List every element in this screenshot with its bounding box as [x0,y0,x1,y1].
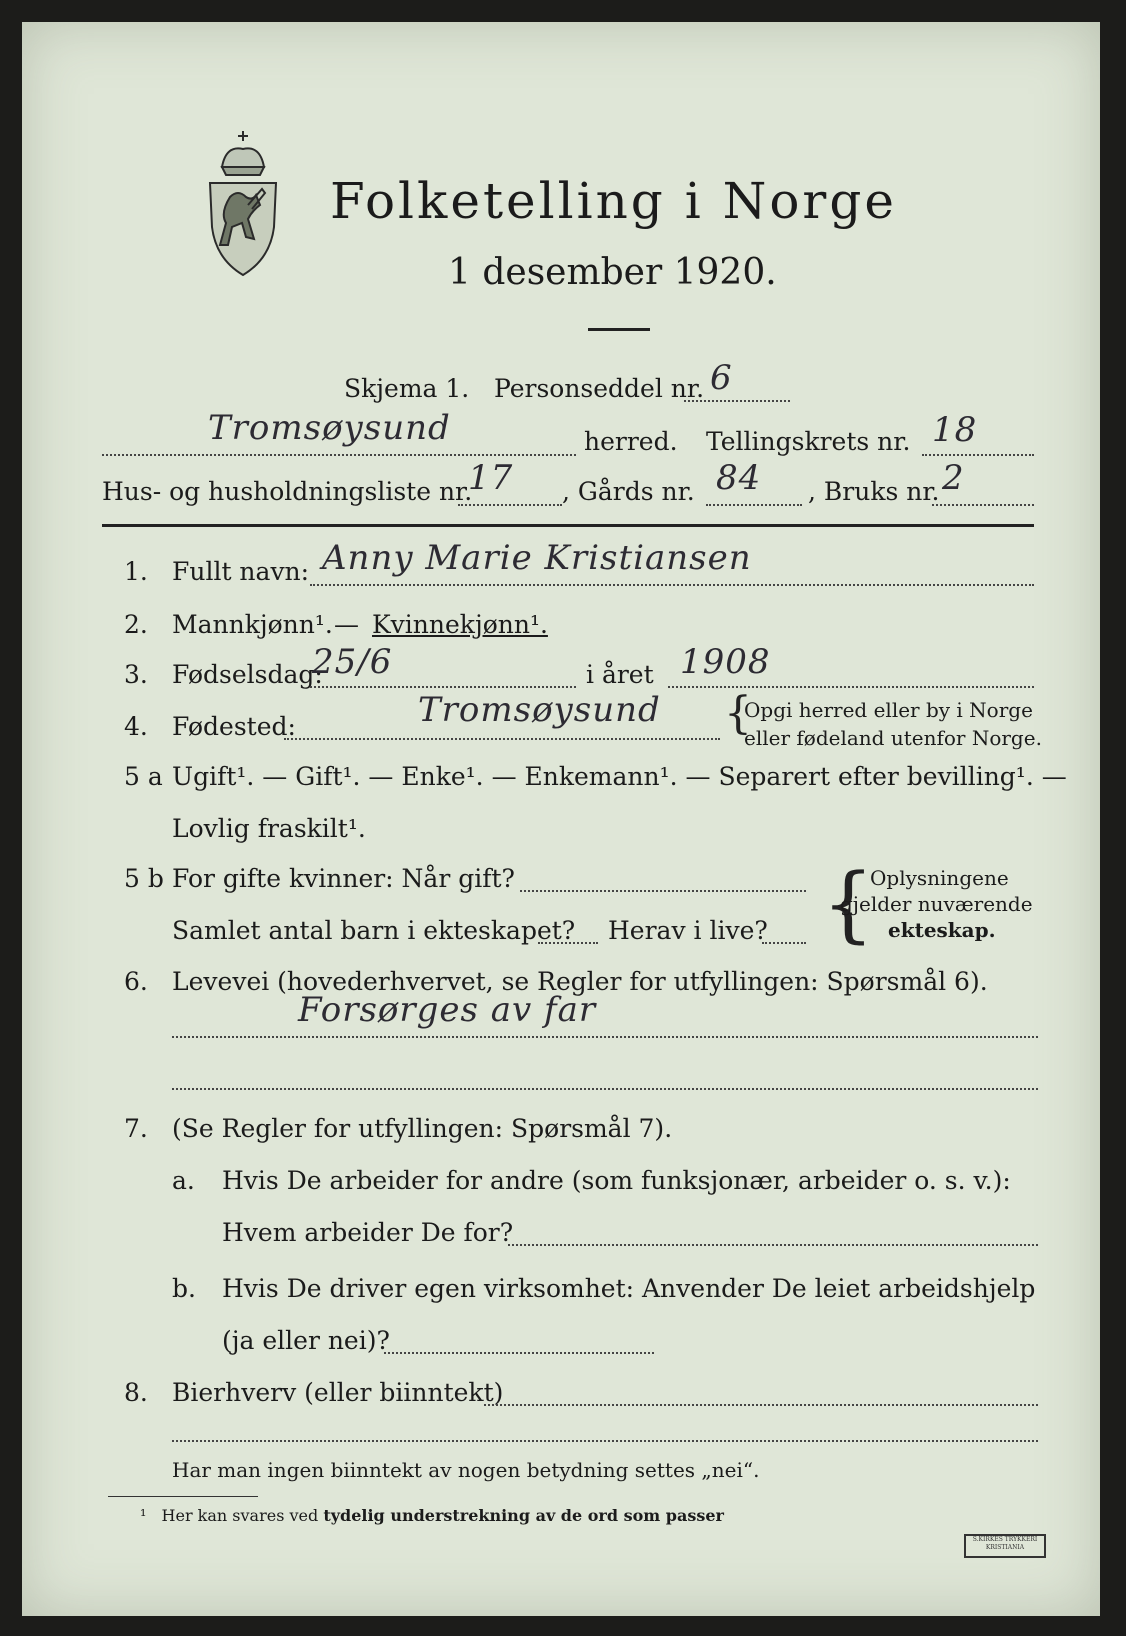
q2-female[interactable]: Kvinnekjønn¹. [372,610,548,639]
q5b-note-1: Oplysningene [870,866,1009,890]
footnote [140,1506,724,1525]
q3-year-line [668,686,1034,688]
q1-number: 1. [124,557,148,586]
personseddel-line [684,400,790,402]
q8-label: Bierhverv (eller biinntekt) [172,1378,504,1407]
q5b-alive-label: Herav i live? [608,916,768,945]
gards-line [706,504,802,506]
personseddel-label: Personseddel nr. [494,374,705,403]
norwegian-coat-of-arms-icon [200,127,286,279]
hus-label: Hus- og husholdningsliste nr. [102,477,473,506]
q5b-note-3: ekteskap. [888,918,996,942]
tellingskrets-line [922,454,1034,456]
q5b-children-label: Samlet antal barn i ekteskapet? [172,916,576,945]
q7a-letter: a. [172,1166,195,1195]
census-date: 1 desember 1920. [448,252,777,293]
bruks-value[interactable]: 2 [942,458,965,498]
q4-brace: { [724,688,752,739]
footnote-rule [108,1496,258,1497]
q8-answer-line-2[interactable] [172,1440,1038,1442]
q7a-line-1: Hvis De arbeider for andre (som funksjonær, arbeider o. s. v.): [222,1166,1011,1195]
q5b-number: 5 b [124,864,164,893]
q5a-number: 5 a [124,762,163,791]
q5b-when-line [520,890,806,892]
q8-answer-line-1[interactable] [484,1404,1038,1406]
form-title: Folketelling i Norge [330,172,897,230]
q2-male: Mannkjønn¹. [172,610,333,639]
biinntekt-note: Har man ingen biinntekt av nogen betydning settes „nei“. [172,1458,760,1482]
q5b-note-2: gjelder nuværende [840,892,1033,916]
q4-label: Fødested: [172,712,296,741]
q6-number: 6. [124,967,148,996]
q7-label: (Se Regler for utfyllingen: Spørsmål 7). [172,1114,673,1143]
q5b-children-line [538,942,598,944]
printer-stamp: S.KIRKES TRYKKERI KRISTIANIA [964,1534,1046,1558]
tellingskrets-label: Tellingskrets nr. [706,427,911,456]
q5a-line-2: Lovlig fraskilt¹. [172,814,366,843]
q3-year-label: i året [586,660,654,689]
tellingskrets-value[interactable]: 18 [932,410,978,450]
schema-label: Skjema 1. [344,374,470,403]
q3-value[interactable]: 25/6 [312,642,393,682]
census-form-sheet [22,22,1100,1616]
q8-number: 8. [124,1378,148,1407]
q5b-brace: { [822,857,875,952]
q5a-line-1: Ugift¹. — Gift¹. — Enke¹. — Enkemann¹. — Separert efter bevilling¹. — [172,762,1067,791]
q4-value[interactable]: Tromsøysund [418,690,661,730]
q7a-line-2: Hvem arbeider De for? [222,1218,514,1247]
q4-note-2: eller fødeland utenfor Norge. [744,726,1042,750]
gards-value[interactable]: 84 [716,458,762,498]
q3-date-line [310,686,576,688]
q2-dash: — [334,610,359,639]
q1-label: Fullt navn: [172,557,310,586]
footnote-mark: ¹ [140,1506,147,1525]
q1-line [310,584,1034,586]
q7b-line-1: Hvis De driver egen virksomhet: Anvender De leiet arbeidshjelp [222,1274,1036,1303]
bruks-label: , Bruks nr. [808,477,940,506]
q7b-line-2: (ja eller nei)? [222,1326,390,1355]
q5b-line-1: For gifte kvinner: Når gift? [172,864,515,893]
q3-number: 3. [124,660,148,689]
gards-label: , Gårds nr. [562,477,695,506]
q6-label: Levevei (hovederhvervet, se Regler for utfyllingen: Spørsmål 6). [172,967,988,996]
q6-line-2 [172,1088,1038,1090]
q3-year-value[interactable]: 1908 [680,642,771,682]
q4-line [284,738,720,740]
hus-line [458,504,562,506]
q1-value[interactable]: Anny Marie Kristiansen [322,538,752,578]
q2-number: 2. [124,610,148,639]
q4-note-1: Opgi herred eller by i Norge [744,698,1033,722]
personseddel-value[interactable]: 6 [710,358,733,398]
q7b-letter: b. [172,1274,196,1303]
q6-line-1 [172,1036,1038,1038]
title-divider [588,328,650,331]
q6-value[interactable]: Forsørges av far [298,990,597,1030]
header-rule [102,524,1034,527]
footnote-bold: tydelig understrekning av de ord som passer [323,1506,724,1525]
herred-line [102,454,576,456]
herred-value[interactable]: Tromsøysund [208,408,451,448]
herred-label: herred. [584,427,678,456]
bruks-line [932,504,1034,506]
q5b-alive-line [762,942,806,944]
q4-number: 4. [124,712,148,741]
hus-value[interactable]: 17 [468,458,514,498]
q7b-answer-line[interactable] [384,1352,654,1354]
q7a-answer-line[interactable] [508,1244,1038,1246]
footnote-plain: Her kan svares ved [161,1506,319,1525]
q3-label: Fødselsdag: [172,660,323,689]
q7-number: 7. [124,1114,148,1143]
